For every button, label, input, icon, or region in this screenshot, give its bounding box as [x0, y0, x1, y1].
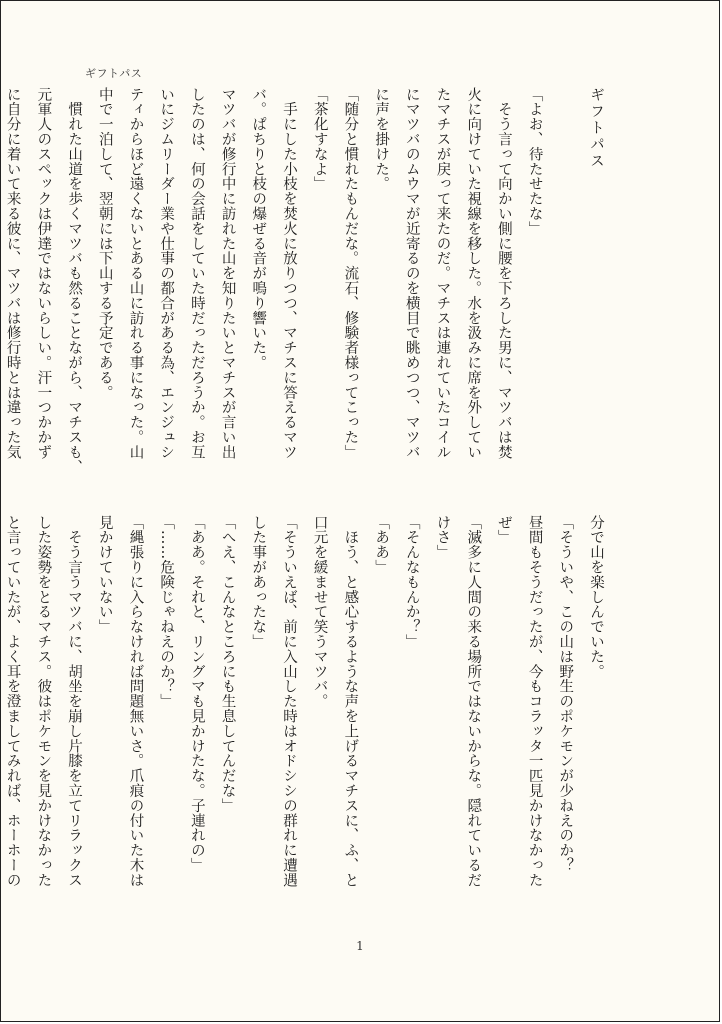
lower-text-column: した事があったな」: [250, 515, 267, 650]
upper-text-column: いにジムリーダー業や仕事の都合がある為、エンジュシ: [158, 87, 175, 460]
lower-text-column: 「ああ」: [373, 515, 390, 575]
upper-text-column: 「随分と慣れたもんだな。流石、修験者様ってこった」: [342, 87, 359, 460]
upper-text-column: 元軍人のスペックは伊達ではないらしい。汗一つかかず: [35, 87, 52, 460]
lower-text-column: 「そういえば、前に入山した時はオドシシの群れに遭遇: [280, 515, 297, 888]
upper-text-column: 「よお、待たせたな」: [526, 87, 543, 236]
lower-text-column: 見かけていない」: [96, 515, 113, 635]
upper-text-block: [0, 87, 611, 492]
page-number: 1: [356, 939, 364, 953]
upper-text-column: に声を掛けた。: [373, 87, 390, 192]
lower-text-column: 口元を緩ませて笑うマツバ。: [311, 515, 328, 709]
lower-text-column: ぜ」: [495, 515, 512, 545]
lower-text-column: 分で山を楽しんでいた。: [588, 515, 604, 679]
upper-text-column: [550, 87, 581, 492]
upper-text-column: そう言って向かい側に腰を下ろした男に、マツバは焚: [495, 87, 512, 460]
upper-text-column: バ。ぱちりと枝の爆ぜる音が鳴り響いた。: [250, 87, 267, 371]
upper-text-column: ティからほど遠くないとある山に訪れる事になった。山: [127, 87, 144, 460]
lower-text-column: 「滅多に人間の来る場所ではないからな。隠れているだ: [465, 515, 482, 888]
lower-text-column: と言っていたが、よく耳を澄ましてみれば、ホーホーの: [4, 515, 21, 888]
upper-text-column: に自分に着いて来る彼に、マツバは修行時とは違った気: [4, 87, 21, 460]
upper-text-column: 「茶化すなよ」: [311, 87, 328, 192]
upper-text-column: にマツバのムウマが近寄るのを横目で眺めつつ、マツバ: [403, 87, 420, 460]
lower-text-column: 「ああ。それと、リングマも見かけたな。子連れの」: [188, 515, 205, 873]
upper-text-column: たマチスが戻って来たのだ。マチスは連れていたコイル: [434, 87, 451, 460]
story-title: ギフトパス: [588, 87, 604, 170]
lower-text-column: 「……危険じゃねえのか？」: [158, 515, 175, 709]
running-header: ギフトパス: [85, 67, 143, 80]
lower-text-column: ほう、と感心するような声を上げるマチスに、ふ、と: [342, 515, 359, 888]
lower-text-column: そう言うマツバに、胡坐を崩し片膝を立てリラックス: [66, 515, 83, 888]
lower-text-column: 「縄張りに入らなければ問題無いさ。爪痕の付いた木は: [127, 515, 144, 888]
lower-text-column: した姿勢をとるマチス。彼はポケモンを見かけなかった: [35, 515, 52, 888]
upper-text-column: 中で一泊して、翌朝には下山する予定である。: [96, 87, 113, 400]
upper-text-column: したのは、何の会話をしていた時だっただろうか。お互: [188, 87, 205, 460]
lower-text-column: 昼間もそうだったが、今もコラッタ一匹見かけなかった: [526, 515, 543, 888]
upper-text-column: 慣れた山道を歩くマツバも然ることながら、マチスも、: [66, 87, 83, 475]
lower-text-column: けさ」: [434, 515, 451, 560]
lower-text-column: 「へえ、こんなところにも生息してんだな」: [219, 515, 236, 813]
upper-text-column: 手にした小枝を焚火に放りつつ、マチスに答えるマツ: [280, 87, 297, 460]
lower-text-block: [0, 515, 611, 923]
upper-text-column: マツバが修行中に訪れた山を知りたいとマチスが言い出: [219, 87, 236, 460]
upper-text-column: 火に向けていた視線を移した。水を汲みに席を外してい: [465, 87, 482, 460]
lower-text-column: 「そういや、この山は野生のポケモンが少ねえのか？: [557, 515, 574, 873]
lower-text-column: 「そんなもんか？」: [403, 515, 420, 650]
